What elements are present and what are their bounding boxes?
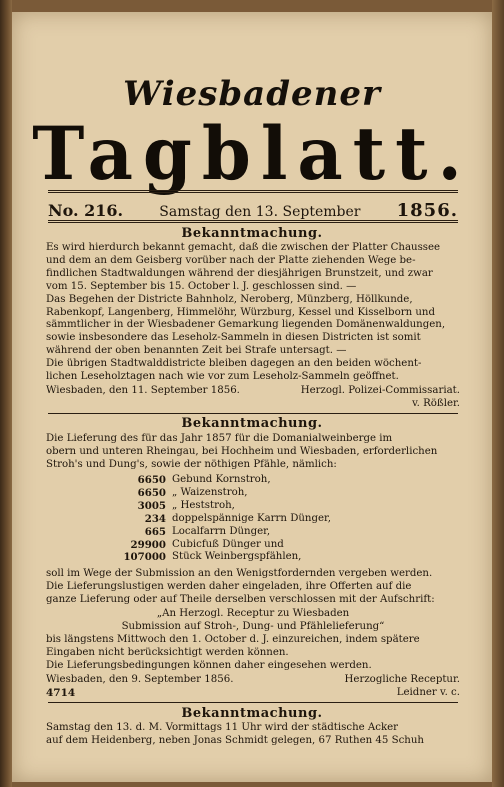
text-line: Die Lieferung des für das Jahr 1857 für die Domanialweinberge im: [46, 433, 393, 444]
issue-year: 1856.: [396, 200, 458, 221]
notice2-body2: [46, 634, 460, 673]
signature-authority: Herzogl. Polizei-Commissariat.: [300, 385, 460, 396]
text-line: Es wird hierdurch bekannt gemacht, daß die zwischen der Platter Chaussee: [46, 242, 441, 253]
signature-authority: Herzogliche Receptur.: [344, 674, 460, 685]
notice1-signature: [46, 385, 460, 398]
page-edge: [492, 0, 504, 787]
text-line: während der oben benannten Zeit bei Strafe untersagt. —: [46, 345, 347, 357]
notice2-title: Bekanntmachung.: [181, 416, 323, 431]
text-line: Samstag den 13. d. M. Vormittags 11 Uhr wird der städtische Acker: [46, 722, 399, 733]
rule: [48, 413, 458, 414]
text-line: sowie insbesondere das Leseholz-Sammeln in diesen Districten ist somit: [46, 332, 421, 344]
address-line1: „An Herzogl. Receptur zu Wiesbaden: [156, 608, 350, 619]
delivery-list: [108, 474, 438, 564]
list-item: 3005 „ Heststroh,: [137, 499, 235, 512]
list-item: 107000 Stück Weinbergspfählen,: [123, 551, 302, 564]
page-number: 4714: [46, 687, 76, 699]
text-line: und dem an dem Geisberg vorüber nach der Platte ziehenden Wege be-: [46, 254, 416, 266]
text-line: Rabenkopf, Langenberg, Himmelöhr, Würzburg, Kessel und Kisselborn und: [46, 306, 436, 318]
text-line: obern und unteren Rheingau, bei Hochheim und Wiesbaden, erforderlichen: [46, 445, 438, 457]
rule: [48, 190, 458, 193]
list-item: 6650 „ Waizenstroh,: [137, 486, 248, 499]
signature-place-date: Wiesbaden, den 9. September 1856.: [46, 674, 234, 685]
list-item: 6650 Gebund Kornstroh,: [137, 474, 271, 486]
signature-place-date: Wiesbaden, den 11. September 1856.: [46, 385, 240, 396]
notice2-signer: Leidner v. c.: [396, 687, 460, 698]
text-line: findlichen Stadtwaldungen während der diesjährigen Brunstzeit, und zwar: [46, 267, 433, 279]
notice2-body: [46, 568, 460, 607]
text-line: Die Lieferungslustigen werden daher eingeladen, ihre Offerten auf die: [46, 580, 412, 592]
notice1-text: [46, 242, 460, 384]
notice3-text: [46, 722, 460, 748]
notice1-title: Bekanntmachung.: [181, 226, 323, 241]
notice2-signature: [46, 674, 460, 687]
text-line: lichen Leseholztagen nach wie vor zum Leseholz-Sammeln geöffnet.: [46, 371, 399, 383]
list-item: 29900 Cubicfuß Dünger und: [130, 538, 284, 551]
text-line: vom 15. September bis 15. October l. J. geschlossen sind. —: [46, 280, 357, 292]
address-line2: Submission auf Stroh-, Dung- und Pfählelieferung“: [121, 621, 385, 632]
list-item: 234 doppelspännige Karrn Dünger,: [144, 512, 332, 525]
text-line: soll im Wege der Submission an den Wenigstfordernden vergeben werden.: [46, 568, 433, 579]
masthead-line1: Wiesbadener: [123, 74, 381, 114]
issue-number: No. 216.: [48, 201, 124, 220]
notice2-intro: [46, 433, 460, 472]
newspaper-page: [12, 12, 492, 782]
text-line: Das Begehen der Districte Bahnholz, Neroberg, Münzberg, Höllkunde,: [46, 293, 413, 305]
rule: [48, 702, 458, 703]
notice3-title: Bekanntmachung.: [181, 706, 323, 721]
list-item: 665 Localfarrn Dünger,: [144, 525, 271, 538]
text-line: auf dem Heidenberg, neben Jonas Schmidt gelegen, 67 Ruthen 45 Schuh: [46, 734, 424, 746]
text-line: bis längstens Mittwoch den 1. October d. J. einzureichen, indem spätere: [46, 634, 420, 645]
rule: [48, 220, 458, 223]
issue-date: Samstag den 13. September: [159, 204, 361, 220]
notice1-signer: v. Rößler.: [412, 398, 460, 409]
text-line: Eingaben nicht berücksichtigt werden können.: [46, 646, 289, 658]
issue-line: [48, 200, 458, 221]
text-line: Die Lieferungsbedingungen können daher eingesehen werden.: [46, 659, 372, 671]
text-line: sämmtlicher in der Wiesbadener Gemarkung liegenden Domänenwaldungen,: [46, 319, 446, 331]
text-line: Die übrigen Stadtwalddistricte bleiben dagegen an den beiden wöchent-: [46, 358, 422, 370]
book-spine: [0, 0, 12, 787]
text-line: Stroh's und Dung's, sowie der nöthigen Pfähle, nämlich:: [46, 458, 337, 470]
masthead-line2: Tagblatt.: [32, 109, 472, 198]
text-line: ganze Lieferung oder auf Theile derselben verschlossen mit der Aufschrift:: [46, 593, 435, 605]
